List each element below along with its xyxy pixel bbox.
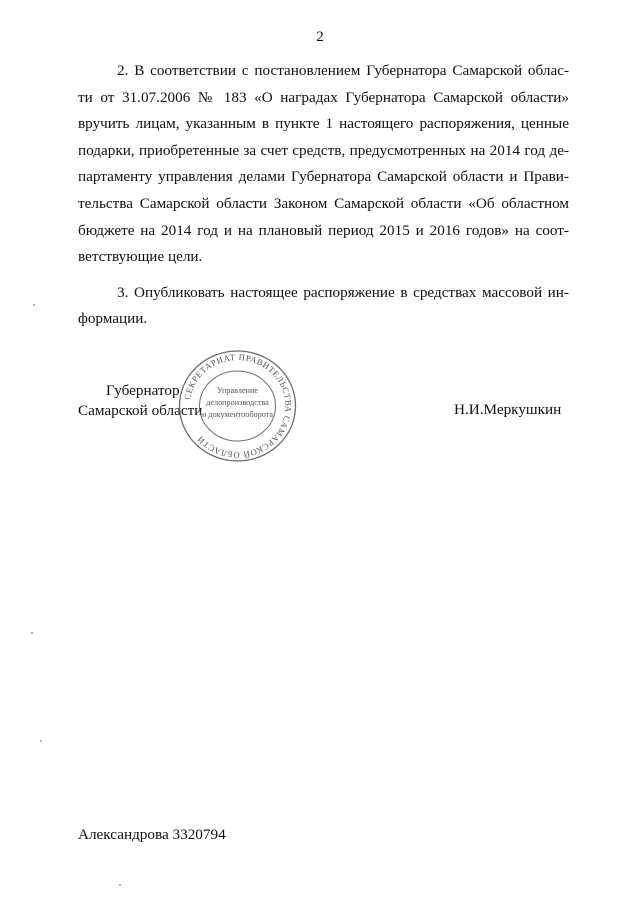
stamp-center-line-2: делопроизводства — [206, 398, 269, 407]
text-line: 3. Опубликовать настоящее распоряжение в средствах массовой ин- — [117, 283, 569, 301]
text-line: ти от 31.07.2006 № 183 «О наградах Губернатора Самарской области» — [78, 88, 569, 106]
executor-contact: Александрова 3320794 — [78, 826, 226, 843]
stamp-ring-text: СЕКРЕТАРИАТ ПРАВИТЕЛЬСТВА САМАРСКОЙ ОБЛАСТИ — [181, 351, 294, 461]
scan-speck — [33, 304, 35, 306]
paragraph-2 — [78, 58, 569, 271]
text-line: подарки, приобретенные за счет средств, предусмотренных на 2014 год де- — [78, 141, 569, 159]
signer-title-line-1: Губернатор — [106, 382, 180, 399]
text-line: ветствующие цели. — [78, 248, 203, 266]
paragraph-3 — [78, 280, 569, 333]
text-line: тельства Самарской области Законом Самарской области «Об областном — [78, 194, 569, 212]
page-number: 2 — [316, 29, 324, 45]
official-stamp — [175, 347, 300, 465]
scan-speck — [31, 632, 33, 634]
scan-speck — [119, 884, 121, 886]
signer-title-line-2: Самарской области — [78, 402, 203, 419]
signer-name: Н.И.Меркушкин — [454, 401, 562, 418]
stamp-seal-image — [175, 347, 300, 465]
scan-speck — [40, 740, 42, 742]
document-body — [78, 58, 569, 342]
stamp-center-line-1: Управление — [216, 386, 259, 395]
text-line: формации. — [78, 310, 148, 328]
text-line: 2. В соответствии с постановлением Губернатора Самарской облас- — [117, 62, 569, 79]
text-line: бюджете на 2014 год и на плановый период 2015 и 2016 годов» на соот- — [78, 221, 569, 239]
text-line: партаменту управления делами Губернатора Самарской области и Прави- — [78, 168, 569, 186]
text-line: вручить лицам, указанным в пункте 1 настоящего распоряжения, ценные — [78, 115, 569, 133]
stamp-center-line-3: и документооборота — [201, 410, 274, 419]
